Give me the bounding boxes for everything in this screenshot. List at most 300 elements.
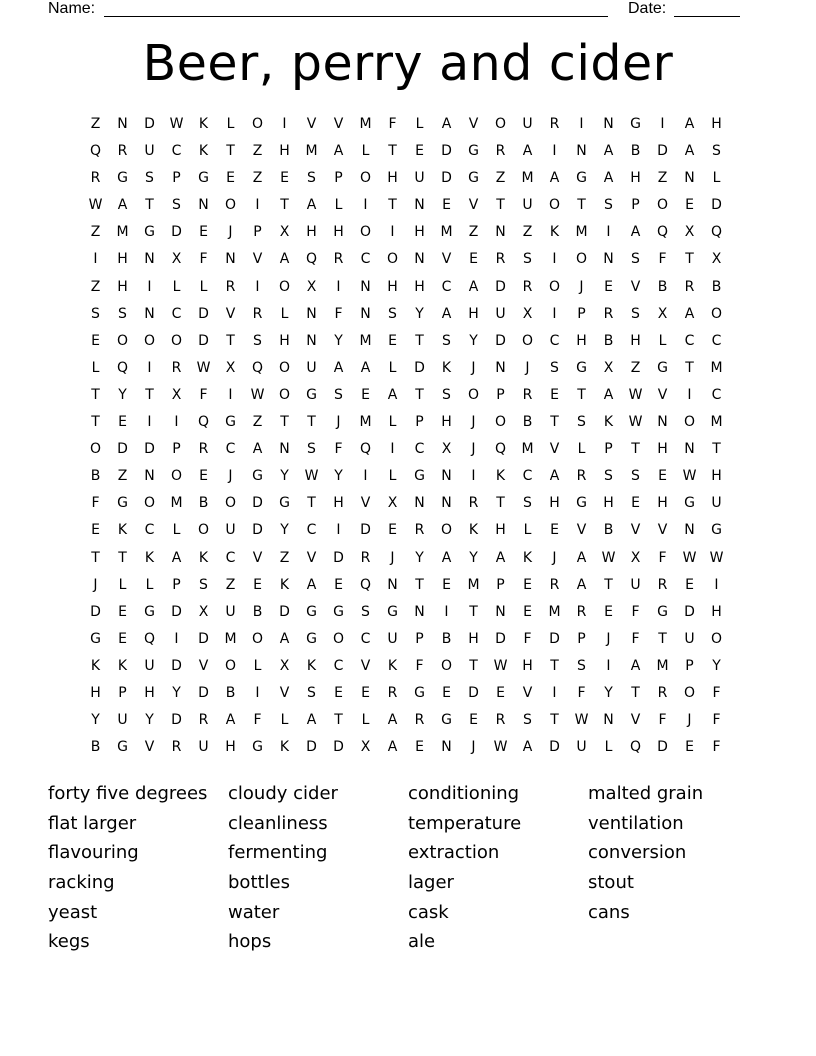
grid-letter: S [577,657,586,674]
grid-letter: B [198,495,209,512]
grid-letter: L [334,197,343,214]
grid-letter: V [468,116,479,132]
grid-letter: T [469,657,478,674]
grid-letter: K [279,739,290,756]
grid-letter: O [575,251,588,268]
grid-letter: I [282,116,287,132]
grid-letter: I [552,305,557,322]
grid-letter: M [359,332,372,349]
grid-letter: T [712,441,721,458]
grid-letter: R [549,576,560,593]
grid-letter: U [144,143,155,160]
grid-letter: A [549,170,560,187]
grid-letter: W [493,739,508,756]
grid-letter: E [199,468,208,485]
grid-letter: D [495,332,506,349]
grid-letter: Y [334,468,343,485]
grid-letter: T [118,549,127,566]
grid-letter: A [333,143,344,160]
grid-letter: P [172,170,181,187]
grid-letter: R [468,495,479,512]
grid-letter: P [334,170,343,187]
grid-letter: E [388,332,397,349]
grid-letter: H [657,441,668,458]
grid-row [82,707,730,734]
grid-letter: Z [90,278,101,295]
grid-letter: R [576,603,587,620]
grid-letter: C [360,630,371,647]
grid-letter: J [552,549,557,566]
grid-letter: M [224,630,237,647]
grid-letter: D [171,657,182,674]
grid-letter: H [630,170,641,187]
grid-letter: K [90,657,101,674]
grid-letter: I [714,576,719,593]
date-label: Date: [628,0,667,17]
grid-letter: S [577,414,586,431]
grid-letter: M [467,576,480,593]
grid-letter: E [685,197,694,214]
grid-letter: S [307,684,316,701]
grid-letter: H [441,414,452,431]
grid-letter: R [414,522,425,539]
grid-letter: J [471,359,476,376]
grid-letter: T [91,386,100,403]
grid-letter: U [711,495,722,512]
grid-letter: W [628,386,643,403]
grid-letter: R [360,549,371,566]
grid-letter: X [225,359,236,376]
word-item: water [228,901,280,923]
grid-letter: E [361,684,370,701]
grid-letter: H [279,332,290,349]
grid-letter: C [684,332,695,349]
grid-letter: R [117,143,128,160]
grid-letter: G [414,468,425,485]
grid-letter: D [252,522,263,539]
grid-letter: O [440,657,453,674]
word-item: fermenting [228,842,328,864]
grid-letter: G [630,116,641,132]
grid-letter: K [441,359,452,376]
word-item: flavouring [48,842,139,864]
grid-letter: Z [225,576,236,593]
grid-letter: W [493,657,508,674]
grid-letter: Z [252,170,263,187]
grid-letter: A [603,143,614,160]
word-item: malted grain [588,783,704,804]
grid-letter: P [415,630,424,647]
grid-letter: U [684,630,695,647]
grid-letter: O [548,197,561,214]
word-item: cans [588,901,630,923]
grid-letter: N [144,305,155,322]
grid-letter: B [603,332,614,349]
grid-letter: G [198,170,209,187]
grid-letter: I [147,414,152,431]
grid-letter: S [631,468,640,485]
grid-row [82,680,730,707]
word-item: extraction [408,842,500,864]
grid-letter: E [415,143,424,160]
grid-letter: M [305,143,318,160]
grid-letter: H [279,143,290,160]
grid-letter: N [414,495,425,512]
grid-letter: Q [710,224,723,241]
grid-letter: I [552,251,557,268]
grid-letter: A [333,359,344,376]
grid-letter: Y [712,657,721,674]
grid-letter: E [91,332,100,349]
grid-letter: T [280,414,289,431]
grid-letter: N [198,197,209,214]
grid-letter: N [441,468,452,485]
grid-letter: T [496,495,505,512]
grid-letter: I [606,657,611,674]
grid-letter: G [279,495,290,512]
grid-letter: C [225,549,236,566]
grid-letter: I [174,414,179,431]
grid-letter: N [495,359,506,376]
grid-row [82,192,730,219]
grid-letter: T [469,603,478,620]
grid-letter: N [576,143,587,160]
grid-letter: M [116,224,129,241]
grid-letter: B [252,603,263,620]
grid-letter: I [444,603,449,620]
grid-letter: E [199,224,208,241]
grid-letter: H [306,224,317,241]
grid-letter: I [363,197,368,214]
grid-letter: O [656,197,669,214]
grid-letter: L [658,332,667,349]
grid-letter: T [550,414,559,431]
grid-letter: S [361,603,370,620]
grid-letter: H [387,170,398,187]
grid-letter: F [577,684,586,701]
grid-letter: A [117,197,128,214]
grid-letter: V [144,739,155,756]
grid-letter: E [361,386,370,403]
grid-letter: O [710,305,723,322]
grid-row [82,626,730,653]
grid-letter: T [145,197,154,214]
grid-letter: K [198,143,209,160]
grid-letter: S [307,170,316,187]
grid-letter: X [279,657,290,674]
grid-letter: P [172,441,181,458]
grid-row [82,138,730,165]
grid-letter: J [93,576,98,593]
grid-letter: V [657,386,668,403]
grid-letter: H [657,495,668,512]
grid-letter: R [495,712,506,729]
grid-letter: I [390,441,395,458]
grid-letter: S [172,197,181,214]
grid-letter: S [118,305,127,322]
grid-letter: Y [415,549,424,566]
grid-letter: T [226,332,235,349]
grid-letter: G [144,224,155,241]
grid-letter: T [550,712,559,729]
grid-letter: A [630,657,641,674]
grid-letter: Z [279,549,290,566]
grid-letter: M [710,359,723,376]
grid-letter: B [630,143,641,160]
grid-letter: F [658,549,667,566]
grid-letter: B [657,278,668,295]
grid-letter: G [252,468,263,485]
grid-letter: E [442,197,451,214]
grid-letter: V [360,495,371,512]
grid-letter: G [387,603,398,620]
grid-letter: Z [630,359,641,376]
grid-letter: N [225,251,236,268]
grid-letter: T [307,495,316,512]
grid-letter: X [684,224,695,241]
grid-letter: L [388,359,397,376]
grid-letter: T [685,251,694,268]
grid-letter: H [522,657,533,674]
word-item: cloudy cider [228,783,338,804]
grid-letter: O [494,414,507,431]
grid-letter: F [91,495,100,512]
grid-letter: L [118,576,127,593]
grid-letter: E [685,739,694,756]
grid-letter: H [468,305,479,322]
grid-letter: U [576,739,587,756]
grid-letter: V [333,116,344,132]
grid-letter: Q [656,224,669,241]
grid-letter: T [280,197,289,214]
grid-letter: D [171,712,182,729]
grid-letter: D [198,630,209,647]
grid-letter: F [199,386,208,403]
grid-letter: R [171,739,182,756]
grid-letter: H [225,739,236,756]
grid-letter: O [143,332,156,349]
grid-letter: Q [116,359,129,376]
grid-letter: L [91,359,100,376]
grid-letter: Z [657,170,668,187]
grid-letter: A [468,278,479,295]
word-item: flat larger [48,812,137,834]
grid-row [82,219,730,246]
grid-letter: Y [469,332,478,349]
grid-letter: U [225,603,236,620]
grid-letter: X [279,224,290,241]
grid-letter: H [576,332,587,349]
grid-letter: L [199,278,208,295]
grid-letter: F [631,630,640,647]
grid-letter: V [657,522,668,539]
grid-letter: U [414,170,425,187]
grid-letter: R [387,684,398,701]
grid-letter: D [657,143,668,160]
word-column [588,779,763,927]
grid-letter: G [333,603,344,620]
grid-letter: Q [629,739,642,756]
grid-letter: J [687,712,692,729]
word-item: ale [408,931,436,953]
grid-letter: N [603,116,614,132]
grid-letter: R [333,251,344,268]
grid-letter: L [604,739,613,756]
grid-letter: S [199,576,208,593]
grid-letter: D [333,549,344,566]
grid-letter: Z [117,468,128,485]
grid-letter: Z [522,224,533,241]
grid-row [82,436,730,463]
grid-letter: E [91,522,100,539]
grid-letter: L [388,414,397,431]
grid-letter: N [414,197,425,214]
grid-letter: T [658,630,667,647]
name-line[interactable] [104,16,608,17]
grid-letter: S [631,251,640,268]
word-item: yeast [48,901,98,923]
grid-letter: M [521,170,534,187]
grid-letter: U [225,522,236,539]
grid-letter: I [336,278,341,295]
grid-letter: K [603,414,614,431]
grid-letter: C [225,441,236,458]
grid-letter: A [576,549,587,566]
word-item: hops [228,931,272,953]
grid-letter: G [117,495,128,512]
grid-letter: G [684,495,695,512]
grid-letter: S [523,251,532,268]
grid-row [82,572,730,599]
grid-letter: Y [280,522,289,539]
grid-letter: H [549,495,560,512]
page-title: Beer, perry and cider [142,35,674,92]
grid-letter: N [144,251,155,268]
grid-letter: Y [604,684,613,701]
grid-letter: E [118,630,127,647]
grid-letter: A [630,224,641,241]
grid-letter: H [414,278,425,295]
grid-letter: O [224,495,237,512]
grid-letter: V [198,657,209,674]
grid-letter: T [388,197,397,214]
grid-letter: S [442,332,451,349]
grid-letter: H [711,468,722,485]
grid-letter: S [604,468,613,485]
grid-letter: X [198,603,209,620]
grid-letter: B [603,522,614,539]
grid-letter: O [116,332,129,349]
grid-letter: A [441,305,452,322]
grid-letter: O [89,441,102,458]
grid-row [82,246,730,273]
grid-letter: K [117,522,128,539]
grid-letter: X [441,441,452,458]
grid-letter: D [144,441,155,458]
grid-letter: A [279,251,290,268]
grid-letter: N [387,576,398,593]
grid-letter: S [388,305,397,322]
grid-letter: Q [143,630,156,647]
grid-letter: I [390,224,395,241]
grid-letter: G [306,630,317,647]
grid-letter: V [630,712,641,729]
grid-letter: C [522,468,533,485]
grid-letter: E [253,576,262,593]
grid-row [82,599,730,626]
grid-letter: C [171,143,182,160]
grid-letter: Z [468,224,479,241]
grid-letter: B [90,739,101,756]
date-line[interactable] [674,16,740,17]
word-item: ventilation [588,812,684,834]
grid-letter: A [495,549,506,566]
grid-letter: S [550,359,559,376]
grid-letter: X [171,251,182,268]
grid-letter: O [278,359,291,376]
grid-letter: W [304,468,319,485]
grid-letter: R [198,441,209,458]
grid-letter: A [306,197,317,214]
grid-letter: O [251,116,264,132]
grid-letter: I [552,143,557,160]
grid-letter: O [710,630,723,647]
grid-letter: D [333,739,344,756]
grid-letter: I [336,522,341,539]
grid-letter: R [684,278,695,295]
grid-letter: D [171,603,182,620]
grid-letter: D [198,684,209,701]
grid-letter: D [549,739,560,756]
grid-row [82,111,730,138]
grid-letter: U [495,305,506,322]
grid-letter: R [522,386,533,403]
grid-letter: C [711,386,722,403]
grid-letter: S [523,495,532,512]
grid-letter: T [388,143,397,160]
grid-letter: I [255,197,260,214]
grid-letter: V [252,549,263,566]
grid-letter: J [471,414,476,431]
grid-letter: L [172,522,181,539]
grid-letter: M [359,414,372,431]
grid-letter: B [90,468,101,485]
grid-letter: A [441,116,452,132]
word-column [48,779,223,957]
grid-letter: T [307,414,316,431]
grid-letter: Z [90,224,101,241]
grid-letter: P [577,305,586,322]
grid-letter: T [631,441,640,458]
grid-letter: E [442,576,451,593]
grid-letter: D [306,739,317,756]
grid-letter: S [253,332,262,349]
grid-letter: R [252,305,263,322]
grid-letter: H [414,224,425,241]
grid-letter: D [198,305,209,322]
grid-letter: C [360,251,371,268]
grid-letter: A [279,630,290,647]
grid-letter: H [711,116,722,132]
grid-letter: O [359,170,372,187]
grid-letter: U [387,630,398,647]
grid-letter: O [440,522,453,539]
grid-letter: T [604,576,613,593]
grid-letter: P [496,576,505,593]
grid-letter: Y [91,712,100,729]
grid-row [82,409,730,436]
grid-letter: F [523,630,532,647]
